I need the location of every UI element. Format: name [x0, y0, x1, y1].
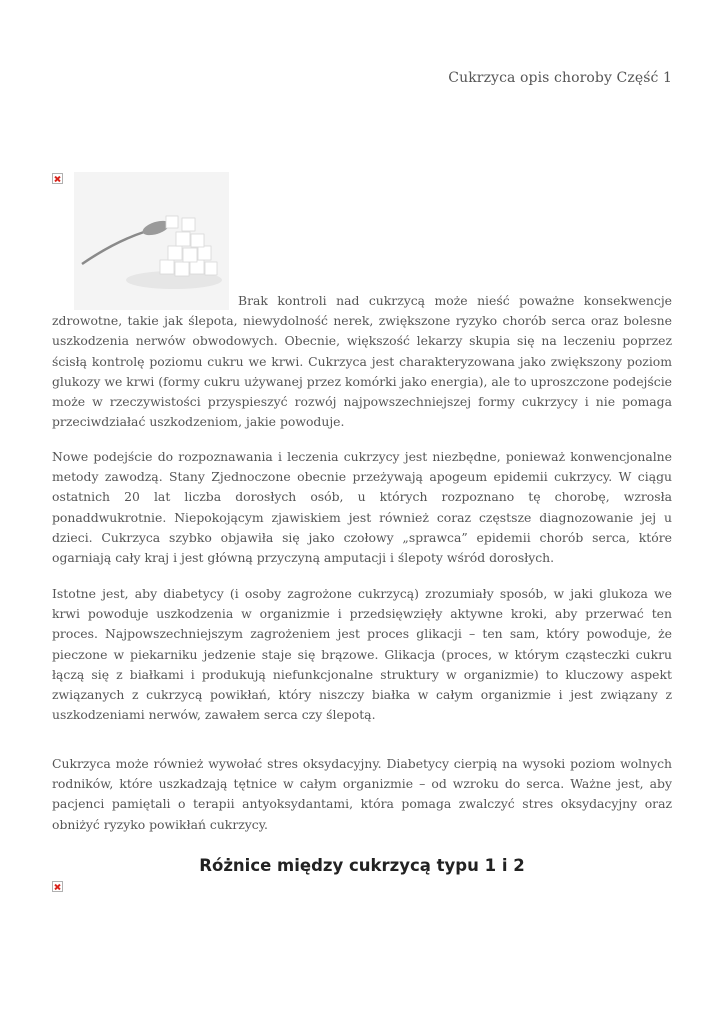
broken-image-icon [52, 173, 63, 184]
section-heading: Różnice między cukrzycą typu 1 i 2 [199, 856, 525, 875]
article-paragraph-2: Nowe podejście do rozpoznawania i leczenia cukrzycy jest niezbędne, ponieważ konwencjonalne metody zawodzą. Stany Zjednoczone obecnie przeżywają apogeum epidemii cukrzycy. W ciągu ostatnich 20 lat liczba dorosłych osób, u których rozpoznano tę chorobę, wzrosła ponaddwukrotnie. Niepokojącym zjawiskiem jest również coraz częstsze diagnozowanie jej u dzieci. Cukrzyca szybko objawiła się jako czołowy „sprawca” epidemii chorób serca, które ogarniają cały kraj i jest główną przyczyną amputacji i ślepoty wśród dorosłych. [52, 449, 672, 566]
broken-image-icon [52, 881, 63, 892]
article-paragraph-4: Cukrzyca może również wywołać stres oksydacyjny. Diabetycy cierpią na wysoki poziom wolnych rodników, które uszkadzają tętnice w całym organizmie – od wzroku do serca. Ważne jest, aby pacjenci pamiętali o terapii antyoksydantami, która pomaga zwalczyć stres oksydacyjny oraz obniżyć ryzyko powikłań cukrzycy. [52, 756, 672, 832]
article-paragraph-1: Brak kontroli nad cukrzycą może nieść poważne konsekwencje zdrowotne, takie jak ślepota, niewydolność nerek, zwiększone ryzyko chorób serca oraz bolesne uszkodzenia nerwów obwodowych. Obecnie, większość lekarzy skupia się na leczeniu poprzez ścisłą kontrolę poziomu cukru we krwi. Cukrzyca jest charakteryzowana jako zwiększony poziom glukozy we krwi (formy cukru używanej przez komórki jako energia), ale to uproszczone podejście może w rzeczywistości przyspieszyć rozwój najpowszechniejszej formy cukrzycy i nie pomaga przeciwdziałać uszkodzeniom, jakie powoduje. [52, 293, 672, 430]
page-title: Cukrzyca opis choroby Część 1 [448, 70, 672, 86]
sugar-cubes-spoon-photo [74, 172, 229, 310]
article-paragraph-3: Istotne jest, aby diabetycy (i osoby zagrożone cukrzycą) zrozumiały sposób, w jaki glukoza we krwi powoduje uszkodzenia w organizmie i przedsięwzięły aktywne kroki, aby przerwać ten proces. Najpowszechniejszym zagrożeniem jest proces glikacji – ten sam, który powoduje, że pieczone w piekarniku jedzenie staje się brązowe. Glikacja (proces, w którym cząsteczki cukru łączą się z białkami i produkują niefunkcjonalne struktury w organizmie) to kluczowy aspekt związanych z cukrzycą powikłań, który niszczy białka w całym organizmie i jest związany z uszkodzeniami nerwów, zawałem serca czy ślepotą. [52, 586, 672, 723]
